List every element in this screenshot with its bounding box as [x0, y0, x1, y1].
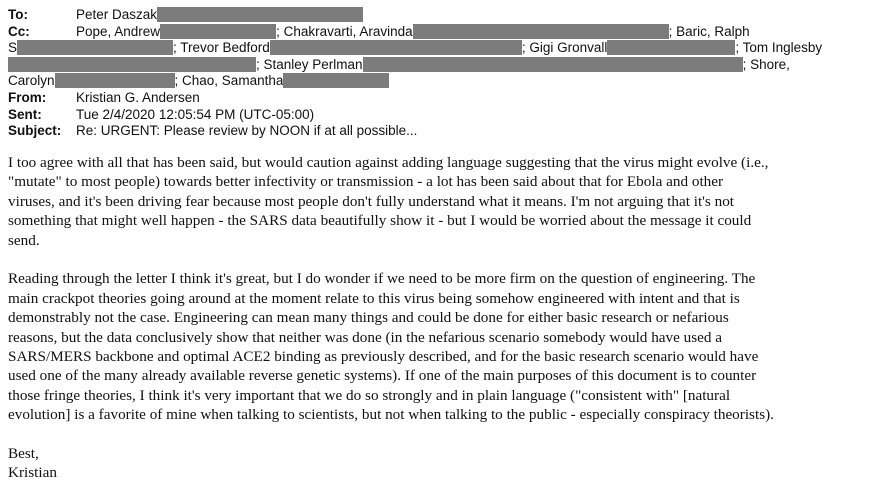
redaction-block: [270, 40, 522, 55]
body-line: something that might well happen - the SARS data beautifully show it - but I would be worried about the message it could: [8, 212, 752, 230]
redaction-block: [160, 24, 276, 39]
body-line: those fringe theories, I think it's very important that we do so strongly and in plain language ("consistent with" [natural: [8, 386, 731, 404]
cc-row: [8, 24, 868, 41]
body-line: demonstrably not the case. Engineering can mean many things and could be done for either basic research or nefarious: [8, 309, 729, 327]
body-line: send.: [8, 231, 40, 249]
redaction-block: [413, 24, 669, 39]
body-line: I too agree with all that has been said, but would caution against adding language suggesting that the virus might evolve (i.e.,: [8, 154, 769, 171]
redaction-block: [607, 40, 735, 55]
signature: Kristian: [8, 464, 57, 482]
body-line: Reading through the letter I think it's great, but I do wonder if we need to be more firm on the question of engineering. The: [8, 270, 756, 288]
closing: Best,: [8, 445, 39, 463]
redaction-block: [157, 7, 363, 22]
cc-shore: ; Shore,: [742, 56, 790, 72]
cc-label: Cc:: [8, 23, 30, 39]
cc-perlman: ; Stanley Perlman: [256, 56, 363, 72]
cc-line-2: [8, 40, 822, 57]
paragraph-gap: [8, 425, 870, 444]
from-row: [8, 90, 868, 107]
email-body: [8, 153, 870, 483]
to-value: [76, 7, 363, 24]
cc-line-1: [76, 24, 750, 41]
body-line: evolution] is a favorite of mine when talking to scientists, but not when talking to the public - especially conspiracy theorists).: [8, 406, 774, 424]
sent-row: [8, 107, 868, 124]
redaction-block: [55, 73, 175, 88]
subject-row: [8, 123, 868, 140]
from-value: Kristian G. Andersen: [76, 89, 200, 105]
redaction-block: [17, 40, 173, 55]
cc-carolyn: Carolyn: [8, 73, 55, 89]
cc-row-4: [8, 73, 868, 90]
sent-value: Tue 2/4/2020 12:05:54 PM (UTC-05:00): [76, 106, 315, 122]
body-line: SARS/MERS backbone and optimal ACE2 binding as previously described, and for the basic research scenario would have: [8, 348, 759, 366]
body-paragraph-1: [8, 153, 870, 250]
redaction-block: [283, 73, 389, 88]
sent-label: Sent:: [8, 106, 42, 122]
to-recipient-name: Peter Daszak: [76, 7, 158, 22]
email-header: [8, 7, 868, 140]
body-line: main crackpot theories going around at the moment relate to this virus being somehow engineered with intent and that is: [8, 289, 740, 307]
body-line: viruses, and it's been driving fear because most people don't fully understand what it means. I'm not arguing that it's not: [8, 192, 735, 210]
paragraph-gap: [8, 250, 870, 269]
cc-baric: ; Baric, Ralph: [668, 23, 750, 39]
closing-block: [8, 444, 870, 483]
cc-bedford: ; Trevor Bedford: [173, 40, 270, 56]
to-label: To:: [8, 7, 28, 22]
cc-inglesby: ; Tom Inglesby: [735, 40, 823, 56]
subject-label: Subject:: [8, 123, 62, 139]
cc-s: S: [8, 40, 18, 56]
to-row: [8, 7, 868, 24]
cc-line-3: [8, 57, 790, 74]
cc-gronvall: ; Gigi Gronvall: [521, 40, 608, 56]
redaction-block: [363, 57, 743, 72]
redaction-block: [8, 57, 256, 72]
body-paragraph-2: [8, 269, 870, 424]
body-line: reasons, but the data conclusively show that neither was done (in the nefarious scenario somebody would have used a: [8, 328, 723, 346]
cc-chakravarti: ; Chakravarti, Aravinda: [276, 23, 413, 39]
body-line: used one of the many already available reverse genetic systems). If one of the main purposes of this document is to counter: [8, 367, 757, 385]
cc-pope: Pope, Andrew: [76, 23, 161, 39]
subject-value: Re: URGENT: Please review by NOON if at all possible...: [76, 123, 418, 139]
cc-line-4: [8, 73, 389, 90]
cc-row-2: [8, 40, 868, 57]
cc-row-3: [8, 57, 868, 74]
cc-chao: ; Chao, Samantha: [174, 73, 284, 89]
from-label: From:: [8, 89, 47, 105]
body-line: "mutate" to most people) towards better infectivity or transmission - a lot has been said about that for Ebola and other: [8, 173, 724, 191]
